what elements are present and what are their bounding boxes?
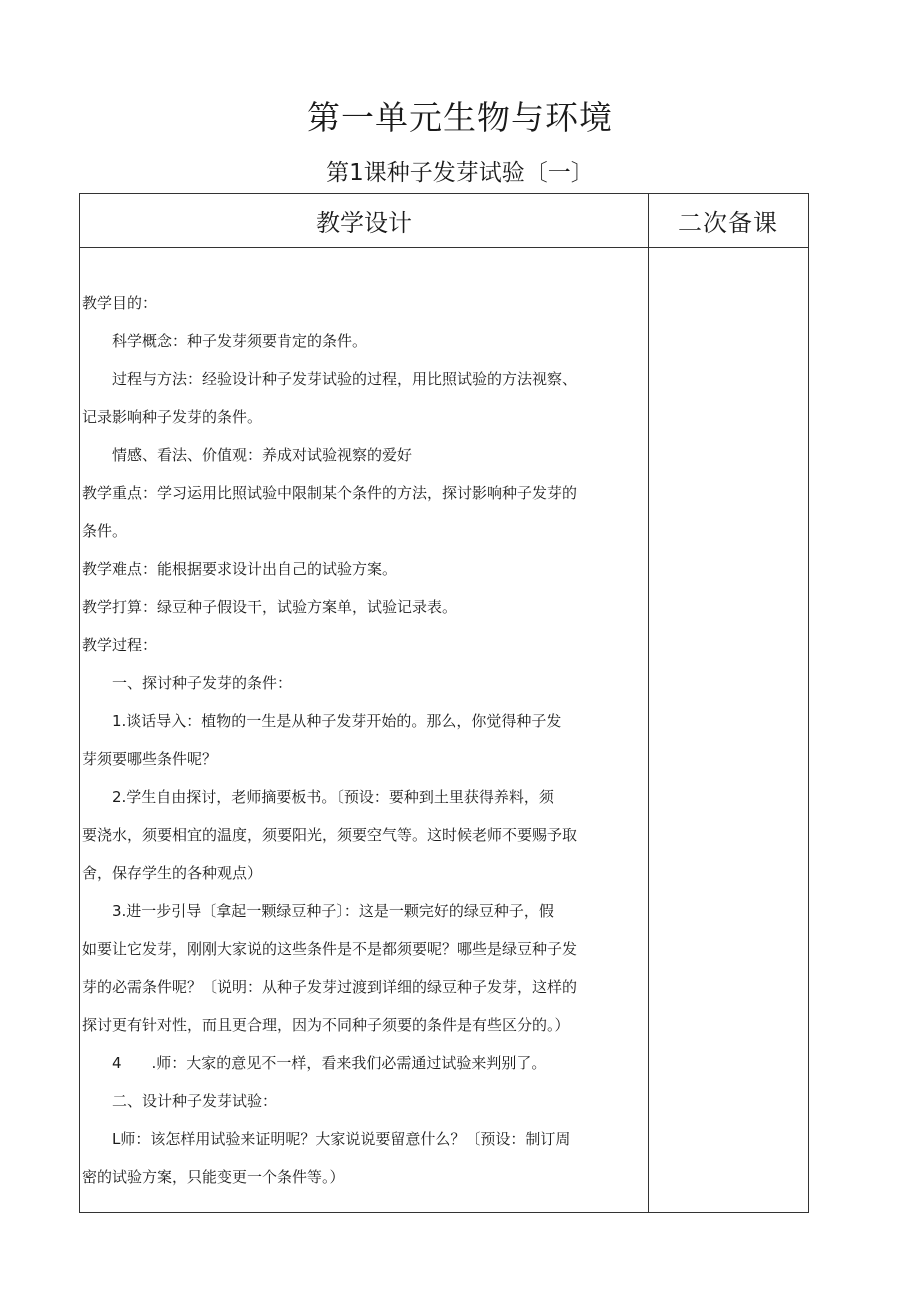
lesson-table — [79, 193, 809, 1213]
text-line: 教学目的： — [82, 294, 158, 312]
column-divider — [648, 194, 649, 1212]
text-line: 如要让它发芽，刚刚大家说的这些条件是不是都须要呢？哪些是绿豆种子发 — [82, 940, 578, 958]
header-divider — [80, 247, 808, 248]
text-line: 探讨更有针对性，而且更合理，因为不同种子须要的条件是有些区分的。） — [82, 1016, 570, 1034]
text-line: 教学打算：绿豆种子假设干，试验方案单，试验记录表。 — [82, 598, 458, 616]
lesson-subtitle: 第1课种子发芽试验〔一〕 — [326, 160, 594, 186]
text-line: 一、探讨种子发芽的条件： — [82, 674, 293, 692]
text-line: 科学概念：种子发芽须要肯定的条件。 — [82, 332, 368, 350]
text-line: 记录影响种子发芽的条件。 — [82, 408, 263, 426]
text-line: 过程与方法：经验设计种子发芽试验的过程，用比照试验的方法视察、 — [82, 370, 578, 388]
header-teaching-design: 教学设计 — [316, 209, 412, 237]
text-line: 2.学生自由探讨，老师摘要板书。〔预设：要种到土里获得养料，须 — [82, 788, 554, 806]
text-line: 4 .师：大家的意见不一样，看来我们必需通过试验来判别了。 — [82, 1054, 547, 1072]
text-line: 教学重点：学习运用比照试验中限制某个条件的方法，探讨影响种子发芽的 — [82, 484, 578, 502]
text-line: 密的试验方案，只能变更一个条件等。） — [82, 1168, 345, 1186]
text-line: 情感、看法、价值观：养成对试验视察的爱好 — [82, 446, 413, 464]
text-line: 舍，保存学生的各种观点） — [82, 864, 263, 882]
text-line: 二、设计种子发芽试验： — [82, 1092, 278, 1110]
text-line: 条件。 — [82, 522, 128, 540]
text-line: 教学难点：能根据要求设计出自己的试验方案。 — [82, 560, 398, 578]
text-line: 3.进一步引导〔拿起一颗绿豆种子〕：这是一颗完好的绿豆种子，假 — [82, 902, 554, 920]
text-line: 芽的必需条件呢？〔说明：从种子发芽过渡到详细的绿豆种子发芽，这样的 — [82, 978, 578, 996]
text-line: 芽须要哪些条件呢？ — [82, 750, 218, 768]
header-second-preparation: 二次备课 — [678, 209, 778, 237]
teaching-design-content — [82, 294, 648, 1187]
text-line: L师：该怎样用试验来证明呢？大家说说要留意什么？〔预设：制订周 — [82, 1130, 571, 1148]
text-line: 教学过程： — [82, 636, 158, 654]
text-line: 1.谈话导入：植物的一生是从种子发芽开始的。那么，你觉得种子发 — [82, 712, 562, 730]
page-title: 第一单元生物与环境 — [307, 98, 613, 137]
text-line: 要浇水，须要相宜的温度，须要阳光，须要空气等。这时候老师不要赐予取 — [82, 826, 578, 844]
